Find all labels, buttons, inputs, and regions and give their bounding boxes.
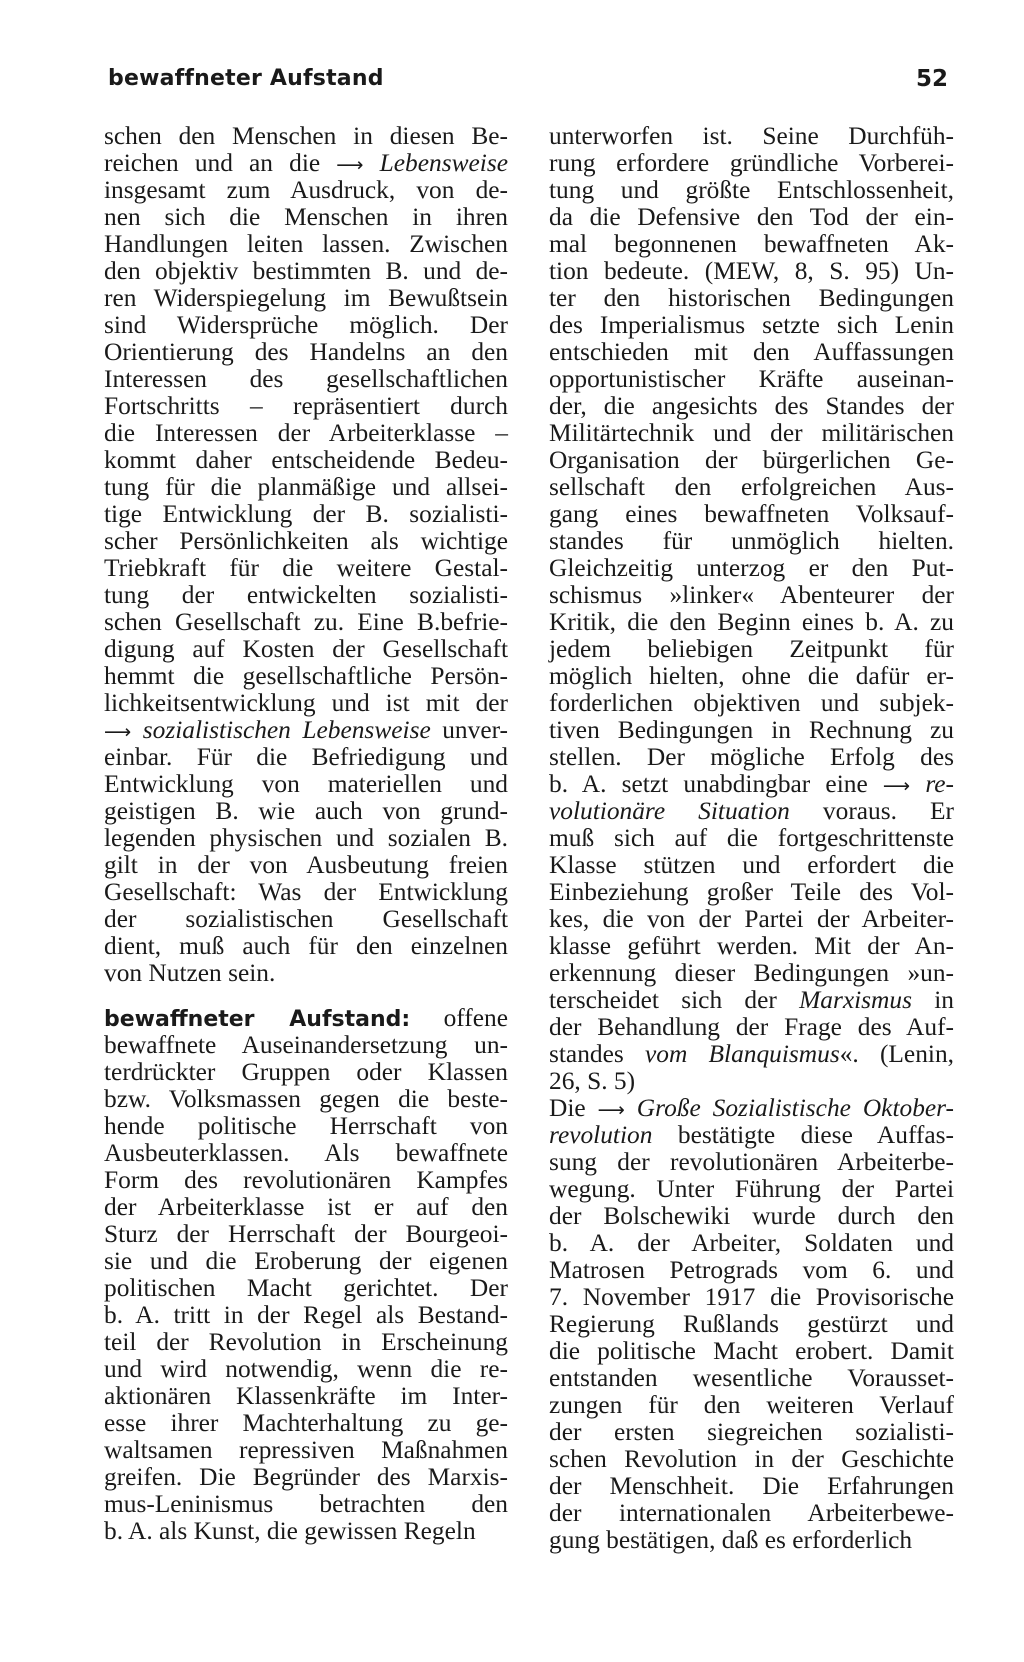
text-line: der, die angesichts des Standes der — [549, 392, 954, 420]
text-line: Organisation der bürgerlichen Ge- — [549, 446, 954, 474]
text-line: der ersten siegreichen sozialisti- — [549, 1418, 954, 1446]
text-line: insgesamt zum Ausdruck, von de- — [104, 176, 508, 204]
text-line: der sozialistischen Gesellschaft — [104, 905, 508, 933]
text-line: Gesellschaft: Was der Entwicklung — [104, 878, 508, 906]
text-line: ren Widerspiegelung im Bewußtsein — [104, 284, 508, 312]
text-line — [104, 150, 508, 177]
text-line — [549, 1095, 954, 1122]
text-line: von Nutzen sein. — [104, 959, 276, 987]
text-line: scher Persönlichkeiten als wichtige — [104, 527, 508, 555]
text-line: der internationalen Arbeiterbewe- — [549, 1499, 954, 1527]
text-line: Triebkraft für die weitere Gestal- — [104, 554, 508, 582]
text-line: tige Entwicklung der B. sozialisti- — [104, 500, 508, 528]
reference-arrow-icon: ⟶ — [882, 775, 911, 797]
text-segment — [910, 770, 925, 798]
text-line: rung erfordere gründliche Vorberei- — [549, 149, 954, 177]
text-line: mus-Leninismus betrachten den — [104, 1490, 508, 1518]
text-line: b. A. der Arbeiter, Soldaten und — [549, 1229, 954, 1257]
text-line: ter den historischen Bedingungen — [549, 284, 954, 312]
text-line: digung auf Kosten der Gesellschaft — [104, 635, 508, 663]
cross-reference: volutionäre Situation — [549, 797, 790, 825]
text-line: hende politische Herrschaft von — [104, 1112, 508, 1140]
cross-reference: revolution — [549, 1121, 653, 1149]
reference-arrow-icon: ⟶ — [597, 1099, 625, 1121]
text-line: der Menschheit. Die Erfahrungen — [549, 1472, 954, 1500]
text-line: Klasse stützen und erfordert die — [549, 851, 954, 879]
text-line: standes für unmöglich hielten. — [549, 527, 954, 555]
text-line: gang eines bewaffneten Volksauf- — [549, 500, 954, 528]
text-line: möglich hielten, ohne die dafür er- — [549, 662, 954, 690]
text-line: Einbeziehung großer Teile des Vol- — [549, 878, 954, 906]
text-line — [104, 717, 508, 744]
text-line: mal begonnenen bewaffneten Ak- — [549, 230, 954, 258]
cross-reference: re- — [925, 770, 954, 798]
text-line — [549, 1122, 954, 1149]
cross-reference: Große Sozialistische Oktober- — [636, 1094, 954, 1122]
text-line: schen den Menschen in diesen Be- — [104, 122, 508, 150]
text-line: entschieden mit den Auffassungen — [549, 338, 954, 366]
text-segment: «. (Lenin, — [839, 1040, 954, 1068]
text-segment: standes — [549, 1040, 645, 1068]
running-head: bewaffneter Aufstand — [108, 66, 384, 91]
entry-keyword: bewaffneter Aufstand: — [104, 1007, 411, 1032]
text-line: 26, S. 5) — [549, 1067, 636, 1095]
text-line: Gleichzeitig unterzog er den Put- — [549, 554, 954, 582]
text-line: geistigen B. wie auch von grund- — [104, 797, 508, 825]
left-column — [104, 123, 508, 1545]
text-line: 7. November 1917 die Provisorische — [549, 1283, 954, 1311]
text-line: bewaffnete Auseinandersetzung un- — [104, 1031, 508, 1059]
text-line: schen Revolution in der Geschichte — [549, 1445, 954, 1473]
text-line: sie und die Eroberung der eigenen — [104, 1247, 508, 1275]
text-line: Handlungen leiten lassen. Zwischen — [104, 230, 508, 258]
text-line: klasse geführt werden. Mit der An- — [549, 932, 954, 960]
paragraph-gap — [104, 987, 508, 1005]
text-line: Interessen des gesellschaftlichen — [104, 365, 508, 393]
text-line — [549, 771, 954, 798]
text-line: esse ihrer Machterhaltung zu ge- — [104, 1409, 508, 1437]
text-line: aktionären Klassenkräfte im Inter- — [104, 1382, 508, 1410]
text-line: schismus »linker« Abenteurer der — [549, 581, 954, 609]
text-line — [549, 798, 954, 825]
text-line: Matrosen Petrograds vom 6. und — [549, 1256, 954, 1284]
text-line — [104, 1005, 508, 1032]
cross-reference: Marxismus — [799, 986, 912, 1014]
text-line: gung bestätigen, daß es erforderlich — [549, 1526, 913, 1554]
text-line: greifen. Die Begründer des Marxis- — [104, 1463, 508, 1491]
text-line: Fortschritts – repräsentiert durch — [104, 392, 508, 420]
text-segment: offene — [410, 1004, 508, 1032]
text-line: gilt in der von Ausbeutung freien — [104, 851, 508, 879]
text-line: schen Gesellschaft zu. Eine B.befrie- — [104, 608, 508, 636]
text-line: politischen Macht gerichtet. Der — [104, 1274, 508, 1302]
text-line: Ausbeuterklassen. Als bewaffnete — [104, 1139, 508, 1167]
text-line: teil der Revolution in Erscheinung — [104, 1328, 508, 1356]
text-line: kommt daher entscheidende Bedeu- — [104, 446, 508, 474]
text-line: Militärtechnik und der militärischen — [549, 419, 954, 447]
text-line: Regierung Rußlands gestürzt und — [549, 1310, 954, 1338]
text-line: opportunistischer Kräfte auseinan- — [549, 365, 954, 393]
text-line: und wird notwendig, wenn die re- — [104, 1355, 508, 1383]
cross-reference: sozialistischen Lebensweise — [142, 716, 431, 744]
text-segment: voraus. Er — [789, 797, 954, 825]
text-line: die politische Macht erobert. Damit — [549, 1337, 954, 1365]
text-line: b. A. tritt in der Regel als Bestand- — [104, 1301, 508, 1329]
text-line: Sturz der Herrschaft der Bourgeoi- — [104, 1220, 508, 1248]
text-line: den objektiv bestimmten B. und de- — [104, 257, 508, 285]
text-line: unterworfen ist. Seine Durchfüh- — [549, 122, 954, 150]
text-segment — [364, 149, 380, 177]
text-line: wegung. Unter Führung der Partei — [549, 1175, 954, 1203]
text-segment: bestätigte diese Auffas- — [652, 1121, 954, 1149]
text-line: da die Defensive den Tod der ein- — [549, 203, 954, 231]
text-line: sind Widersprüche möglich. Der — [104, 311, 508, 339]
text-segment: reichen und an die — [104, 149, 337, 177]
text-line: jedem beliebigen Zeitpunkt für — [549, 635, 954, 663]
text-line — [549, 987, 954, 1014]
text-line: der Arbeiterklasse ist er auf den — [104, 1193, 508, 1221]
text-line: entstanden wesentliche Vorausset- — [549, 1364, 954, 1392]
text-line: kes, die von der Partei der Arbeiter- — [549, 905, 954, 933]
text-segment — [131, 716, 143, 744]
text-line: der Bolschewiki wurde durch den — [549, 1202, 954, 1230]
text-line: tion bedeute. (MEW, 8, S. 95) Un- — [549, 257, 954, 285]
text-segment: b. A. setzt unabdingbar eine — [549, 770, 883, 798]
text-segment: in — [911, 986, 954, 1014]
text-line: Form des revolutionären Kampfes — [104, 1166, 508, 1194]
text-line: hemmt die gesellschaftliche Persön- — [104, 662, 508, 690]
text-line: tiven Bedingungen in Rechnung zu — [549, 716, 954, 744]
reference-arrow-icon: ⟶ — [336, 154, 364, 176]
text-line: Kritik, die den Beginn eines b. A. zu — [549, 608, 954, 636]
text-line: terdrückter Gruppen oder Klassen — [104, 1058, 508, 1086]
text-line: einbar. Für die Befriedigung und — [104, 743, 508, 771]
text-line: die Interessen der Arbeiterklasse – — [104, 419, 508, 447]
text-line: nen sich die Menschen in ihren — [104, 203, 508, 231]
text-line: lichkeitsentwicklung und ist mit der — [104, 689, 508, 717]
text-line: zungen für den weiteren Verlauf — [549, 1391, 954, 1419]
text-line — [549, 1041, 954, 1068]
text-line: Entwicklung von materiellen und — [104, 770, 508, 798]
text-line: sung der revolutionären Arbeiterbe- — [549, 1148, 954, 1176]
text-line: tung der entwickelten sozialisti- — [104, 581, 508, 609]
text-line: dient, muß auch für den einzelnen — [104, 932, 508, 960]
text-segment: Die — [549, 1094, 598, 1122]
text-line: forderlichen objektiven und subjek- — [549, 689, 954, 717]
text-line: stellen. Der mögliche Erfolg des — [549, 743, 954, 771]
text-line: des Imperialismus setzte sich Lenin — [549, 311, 954, 339]
text-line: tung und größte Entschlossenheit, — [549, 176, 954, 204]
cross-reference: Lebensweise — [379, 149, 508, 177]
text-segment: terscheidet sich der — [549, 986, 800, 1014]
page-number: 52 — [916, 66, 949, 92]
text-line: bzw. Volksmassen gegen die beste- — [104, 1085, 508, 1113]
text-line: waltsamen repressiven Maßnahmen — [104, 1436, 508, 1464]
text-line: Orientierung des Handelns an den — [104, 338, 508, 366]
text-line: sellschaft den erfolgreichen Aus- — [549, 473, 954, 501]
cross-reference: vom Blanquismus — [644, 1040, 840, 1068]
text-line: tung für die planmäßige und allsei- — [104, 473, 508, 501]
text-line: muß sich auf die fortgeschrittenste — [549, 824, 954, 852]
text-line: legenden physischen und sozialen B. — [104, 824, 508, 852]
text-segment — [625, 1094, 637, 1122]
text-line: erkennung dieser Bedingungen »un- — [549, 959, 954, 987]
text-line: der Behandlung der Frage des Auf- — [549, 1013, 954, 1041]
right-column — [549, 123, 954, 1554]
text-segment: unver- — [430, 716, 508, 744]
reference-arrow-icon: ⟶ — [104, 721, 132, 743]
text-line: b. A. als Kunst, die gewissen Regeln — [104, 1517, 476, 1545]
